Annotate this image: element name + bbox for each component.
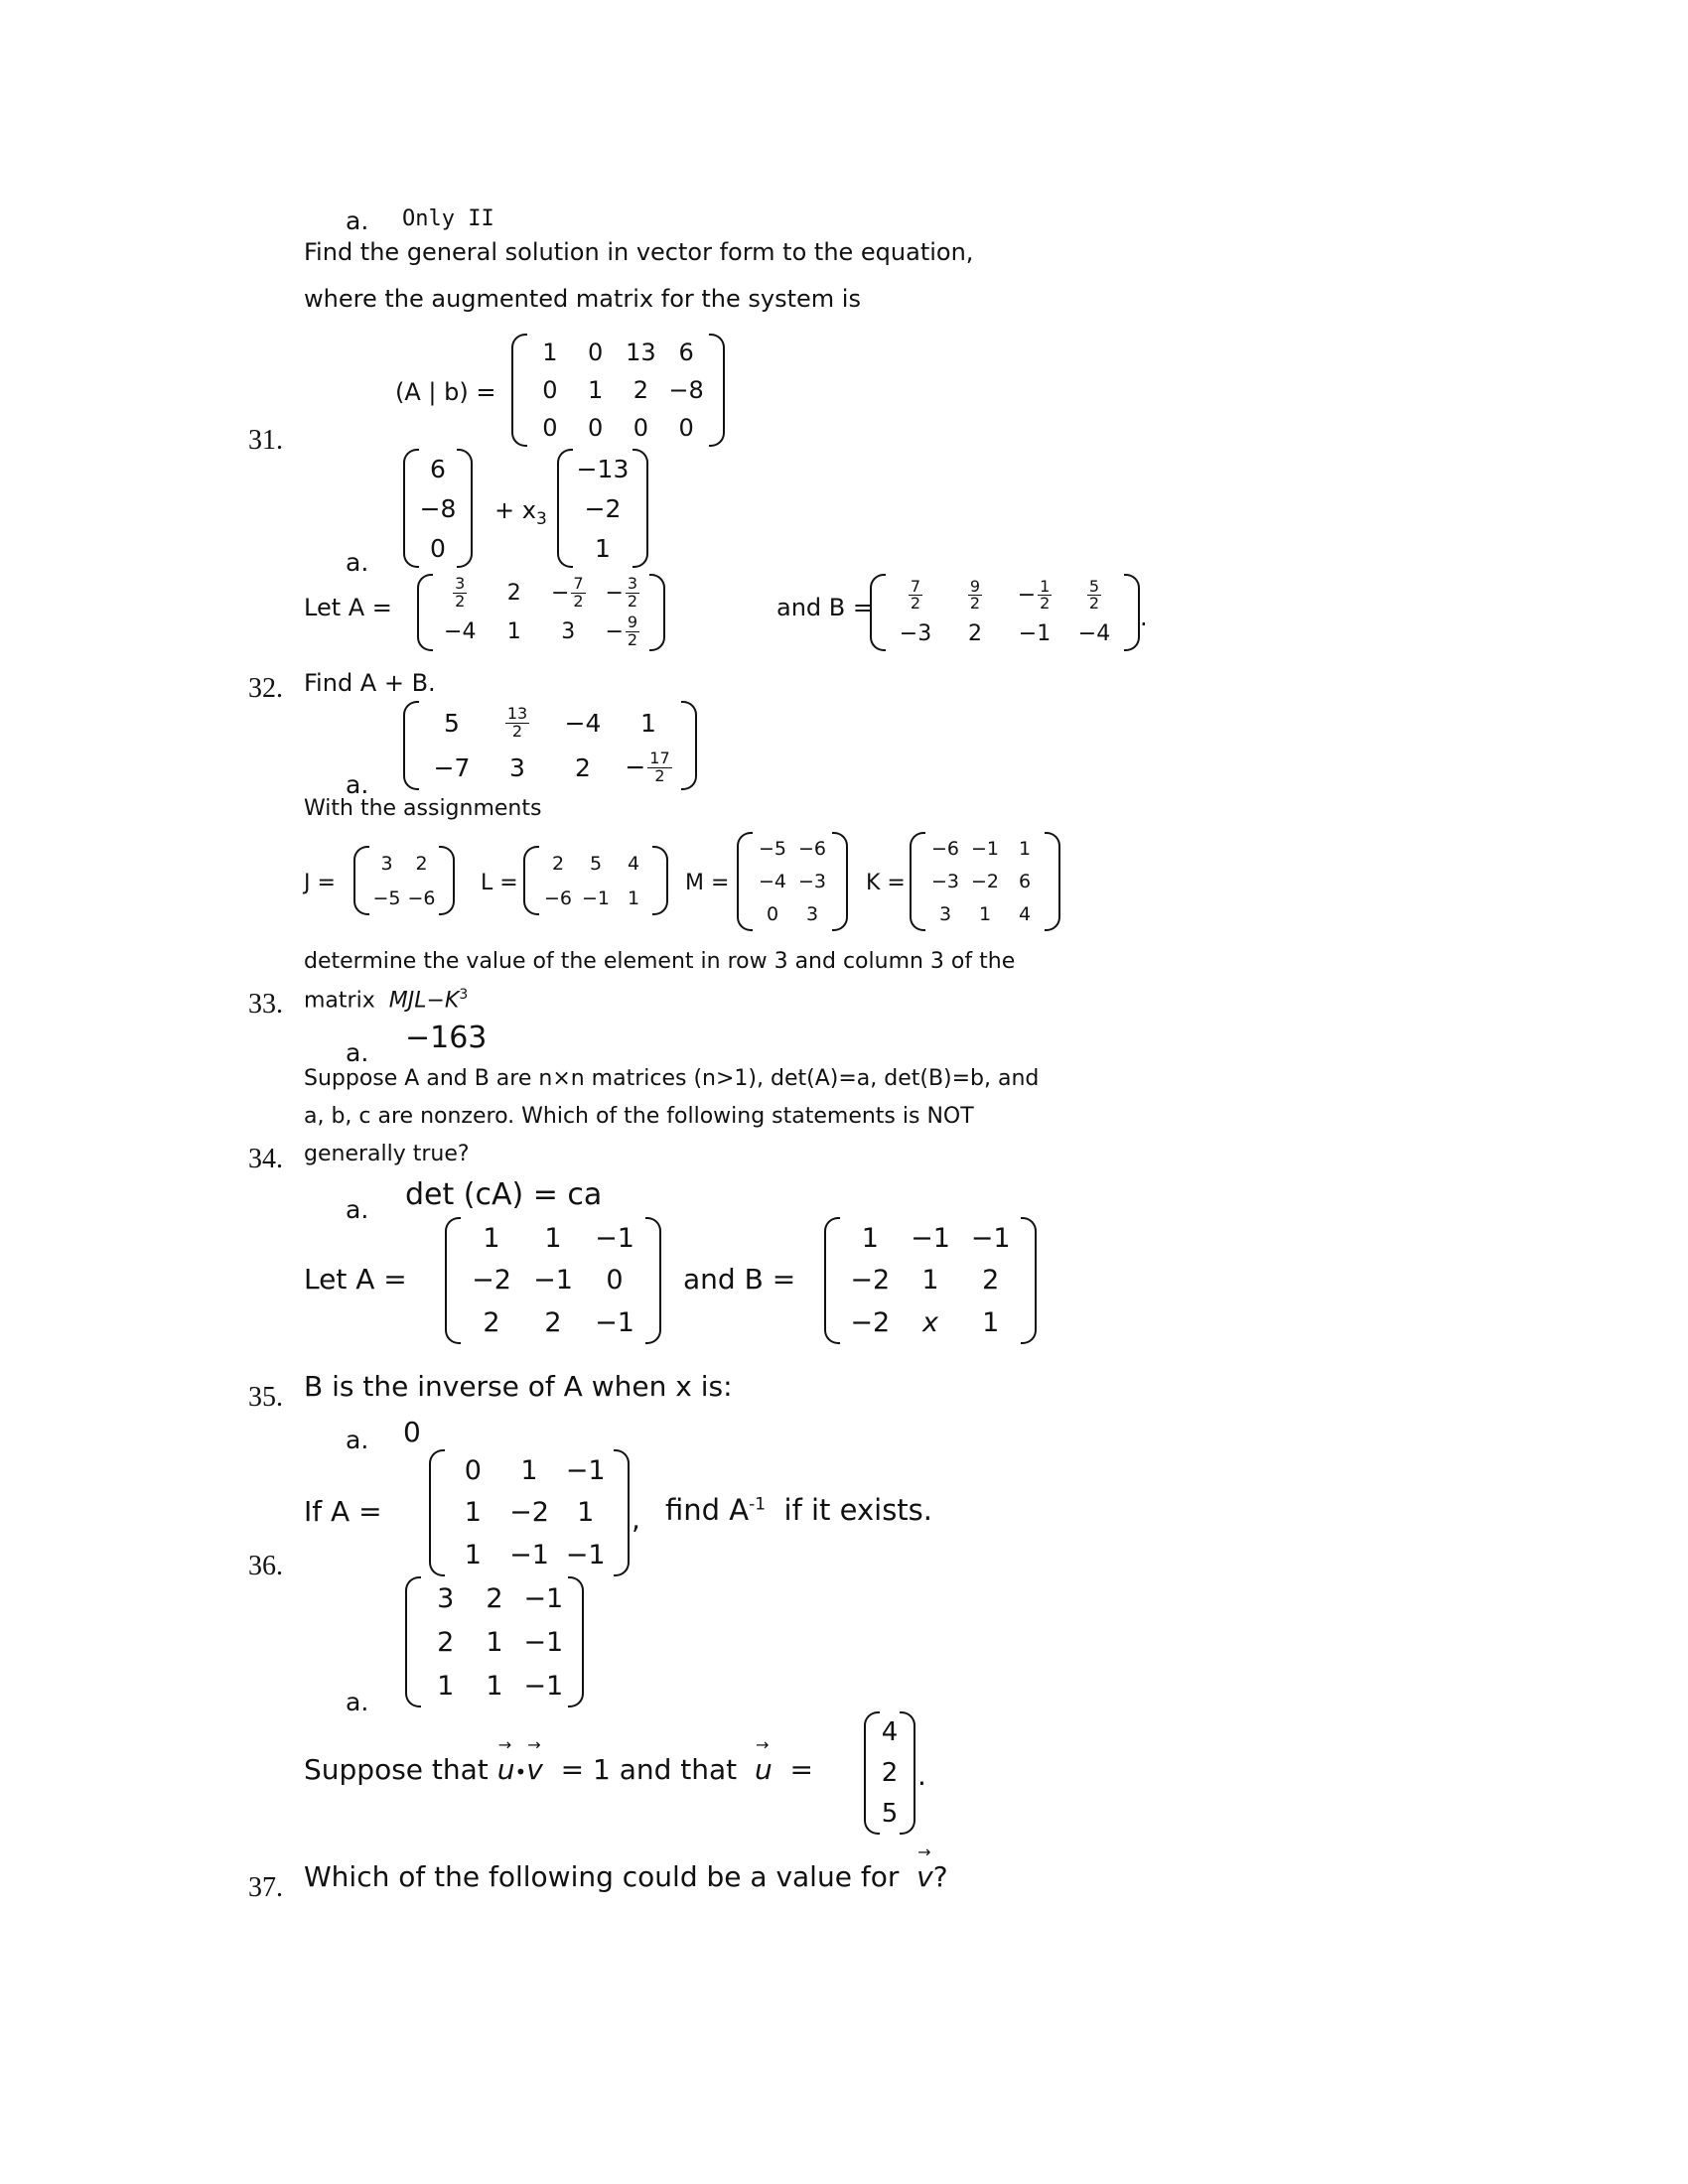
question-number-33: 33. [248,989,283,1020]
u-vector-symbol: → u [497,1753,515,1786]
matrix-cell: 0 [542,376,558,404]
matrix-cell: −4 [758,870,786,892]
matrix-cell: 2 [544,1307,562,1339]
matrix-cell: 2 [486,1582,503,1614]
matrix-cell: −6 [543,887,572,909]
question-31-line-1: Find the general solution in vector form to the equation, [304,238,974,266]
matrix-cell: 1 [595,533,611,563]
option-letter: a. [346,1688,369,1716]
option-letter: a. [346,1426,369,1454]
answer-vector-1 [403,449,473,568]
let-a-label: Let A = [304,594,392,621]
u-vector [864,1711,915,1835]
matrix-cell: 3 [561,619,576,644]
matrix-cell: 0 [464,1454,482,1486]
question-33-line-1: determine the value of the element in row 3 and column 3 of the [304,949,1016,974]
matrix-b [870,574,1140,651]
augmented-matrix [511,334,725,447]
matrix-cell: 1 [921,1265,939,1297]
matrix-cell: 6 [678,339,694,366]
matrix-cell: 1 [640,709,656,738]
matrix-j [353,846,455,915]
matrix-cell: − $\frac{9}{2}$ [605,613,638,649]
option-text: Only II [402,206,494,231]
answer-matrix [405,1576,584,1707]
option-letter: a. [346,770,369,799]
matrix-cell: 2 [506,581,521,606]
matrix-cell: −1 [595,1222,634,1254]
matrix-cell: −1 [523,1670,564,1702]
answer-vector-2 [557,449,648,568]
if-a-label: If A = [304,1495,382,1528]
matrix-cell: −13 [576,454,630,483]
matrix-k [910,832,1060,931]
matrix-cell: 2 [437,1626,455,1658]
matrix-cell: 3 [380,852,393,875]
question-34-line-3: generally true? [304,1142,470,1166]
matrix-cell: 1 [544,1222,562,1254]
matrix-cell: −1 [509,1540,549,1571]
matrix-b [824,1217,1037,1344]
matrix-cell: 0 [587,339,604,366]
matrix-cell: 2 [982,1265,1000,1297]
answer-value: 0 [403,1416,421,1448]
answer-statement: det (cA) = ca [405,1177,603,1212]
matrix-cell: −2 [850,1307,891,1339]
matrix-cell: − $\frac{17}{2}$ [625,749,670,785]
matrix-cell: −1 [970,1222,1011,1254]
question-32-text: Find A + B. [304,669,436,697]
matrix-cell: 1 [486,1626,503,1658]
matrix-cell: 3 [437,1582,455,1614]
matrix-cell: −6 [930,837,959,860]
matrix-cell: 5 [444,709,460,738]
matrix-cell: −2 [472,1265,511,1297]
matrix-cell: 1 [978,903,992,926]
question-34-line-2: a, b, c are nonzero. Which of the following statements is NOT [304,1104,974,1129]
option-letter: a. [346,206,369,235]
question-33-intro: With the assignments [304,796,542,821]
option-letter: a. [346,1195,369,1224]
matrix-cell: −3 [797,870,826,892]
augmented-label: (A | b) = [395,378,496,406]
question-33-line-2: matrix $MJL-K^3$ [304,987,469,1014]
matrix-cell: −1 [970,837,999,860]
matrix-cell: $\frac{13}{2}$ [506,704,528,741]
v-vector-symbol: → v [916,1860,933,1893]
question-number-32: 32. [248,673,283,704]
plus-x3: + $x_3$ [494,496,547,529]
matrix-cell: −2 [509,1497,549,1529]
matrix-a [429,1449,630,1576]
matrix-cell: −2 [970,870,999,892]
matrix-cell: 13 [626,339,656,366]
matrix-cell: $\frac{7}{2}$ [910,576,921,614]
and-b-label: and B = [776,594,873,621]
matrix-cell: 6 [1018,870,1032,892]
question-37-premise: Suppose that → u•→ v = 1 and that → u = [304,1753,813,1786]
matrix-cell: 0 [606,1265,624,1297]
k-label: K = [866,871,906,895]
matrix-cell: 1 [587,376,604,404]
matrix-cell: −1 [523,1626,564,1658]
matrix-cell: −1 [533,1265,573,1297]
option-letter: a. [346,1038,369,1067]
matrix-cell: 1 [520,1454,538,1486]
m-label: M = [685,871,730,895]
matrix-cell: 2 [633,376,649,404]
question-31-line-2: where the augmented matrix for the system is [304,285,861,313]
matrix-cell: −5 [372,887,401,909]
answer-matrix [403,701,697,790]
question-number-31: 31. [248,425,283,456]
matrix-cell: 0 [678,414,694,442]
matrix-cell: 1 [577,1497,595,1529]
matrix-cell: −1 [581,887,610,909]
matrix-cell: 1 [506,619,521,644]
question-37-text: Which of the following could be a value for → v? [304,1860,948,1893]
matrix-cell: 5 [589,852,603,875]
find-inverse-text: find $A^{-1}$ if it exists. [665,1493,933,1527]
matrix-cell: 0 [542,414,558,442]
matrix-cell: 1 [982,1307,1000,1339]
matrix-cell: 2 [881,1757,899,1788]
j-label: J = [304,871,336,895]
matrix-cell: 1 [861,1222,879,1254]
question-34-line-1: Suppose A and B are n×n matrices (n>1), det(A)=a, det(B)=b, and [304,1066,1040,1091]
matrix-cell: 5 [881,1799,899,1830]
matrix-cell: 1 [483,1222,500,1254]
question-number-37: 37. [248,1872,283,1903]
matrix-cell: $\frac{3}{2}$ [455,574,466,611]
matrix-cell: −3 [899,621,932,647]
matrix-cell: 2 [575,753,591,782]
l-label: L = [481,871,518,895]
question-number-34: 34. [248,1144,283,1174]
and-b-label: and B = [683,1263,796,1296]
matrix-cell: 2 [415,852,428,875]
matrix-cell: −5 [758,837,786,860]
matrix-cell: −4 [1077,621,1111,647]
matrix-cell: −1 [911,1222,950,1254]
matrix-a [445,1217,661,1344]
matrix-cell: −3 [930,870,959,892]
matrix-m [737,832,848,931]
matrix-cell: 2 [968,621,982,647]
question-35-text: B is the inverse of A when x is: [304,1370,733,1403]
matrix-cell: − $\frac{1}{2}$ [1017,576,1051,614]
matrix-cell: −4 [564,709,602,738]
matrix-cell: x [922,1307,938,1339]
matrix-cell: −2 [584,493,622,523]
v-vector-symbol: → v [526,1753,543,1786]
matrix-cell: 4 [881,1716,899,1747]
period: . [1140,604,1148,631]
matrix-cell: 4 [627,852,640,875]
matrix-cell: 0 [587,414,604,442]
option-letter: a. [346,548,369,577]
matrix-cell: 0 [766,903,779,926]
matrix-cell: 3 [938,903,952,926]
matrix-cell: −8 [668,376,704,404]
answer-value: −163 [405,1021,488,1055]
let-a-label: Let A = [304,1263,407,1296]
matrix-cell: 4 [1018,903,1032,926]
matrix-cell: −2 [850,1265,891,1297]
matrix-cell: $\frac{9}{2}$ [969,576,981,614]
matrix-cell: $\frac{5}{2}$ [1088,576,1100,614]
question-number-36: 36. [248,1551,283,1581]
comma: , [632,1503,640,1536]
matrix-cell: 0 [633,414,649,442]
matrix-cell: 1 [437,1670,455,1702]
matrix-cell: −8 [419,493,457,523]
matrix-cell: 2 [483,1307,500,1339]
period: . [917,1759,926,1792]
u-vector-symbol: → u [755,1753,773,1786]
matrix-l [523,846,668,915]
matrix-cell: −1 [1018,621,1052,647]
matrix-cell: −1 [595,1307,634,1339]
matrix-cell: −6 [797,837,826,860]
matrix-cell: 2 [551,852,565,875]
matrix-cell: 1 [486,1670,503,1702]
matrix-cell: 0 [430,533,446,563]
matrix-cell: 3 [805,903,819,926]
matrix-cell: 1 [464,1540,482,1571]
matrix-cell: − $\frac{3}{2}$ [605,574,638,611]
matrix-cell: 1 [464,1497,482,1529]
matrix-cell: 1 [542,339,558,366]
matrix-cell: 6 [430,454,446,483]
matrix-cell: 1 [627,887,640,909]
matrix-cell: 3 [509,753,525,782]
matrix-cell: −1 [523,1582,564,1614]
matrix-cell: −1 [565,1454,606,1486]
matrix-cell: −4 [444,619,477,644]
matrix-a [417,574,665,651]
matrix-cell: − $\frac{7}{2}$ [550,574,584,611]
question-number-35: 35. [248,1382,283,1413]
matrix-cell: −6 [407,887,436,909]
matrix-cell: −1 [565,1540,606,1571]
matrix-cell: 1 [1018,837,1032,860]
matrix-cell: −7 [433,753,471,782]
